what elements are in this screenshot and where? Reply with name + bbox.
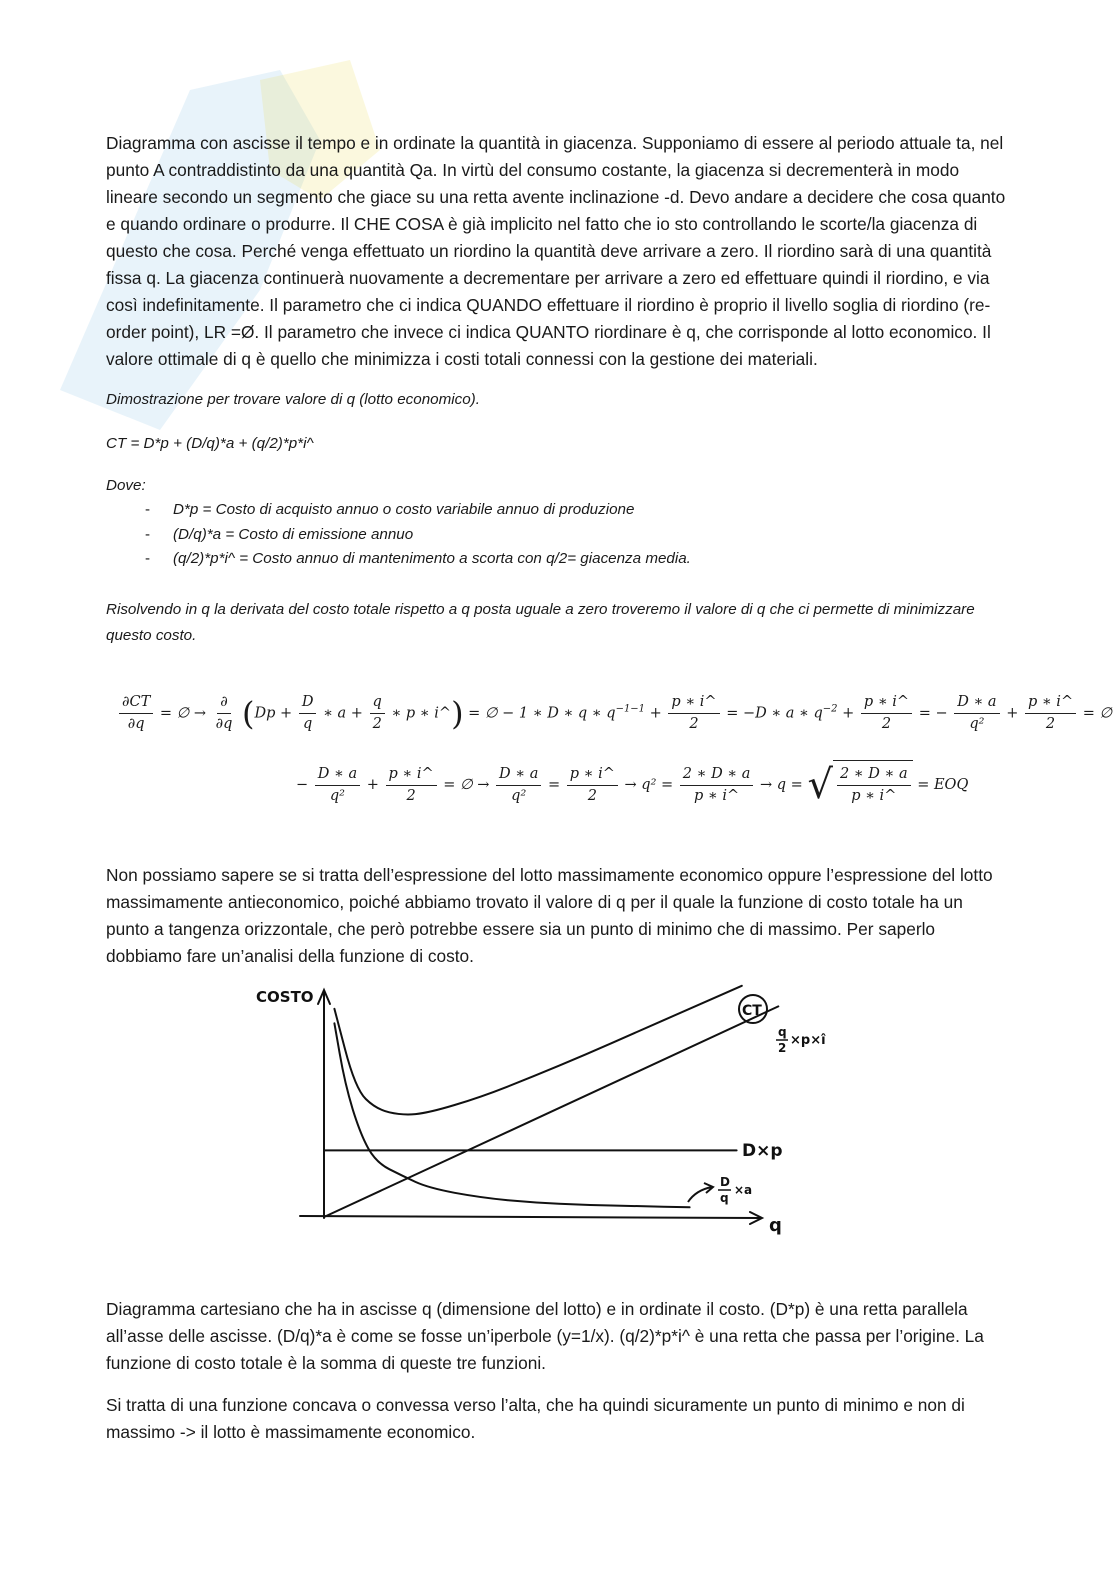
fraction: $\frac{D ∗ a}{\text{q²}}$: [496, 766, 541, 805]
hyperbola-curve: [334, 1023, 689, 1207]
dove-label: Dove:: [106, 477, 146, 494]
qline-label-den: 2: [778, 1041, 787, 1055]
fraction: $\frac{2 ∗ D ∗ a}{p ∗ i\^{}}$: [837, 766, 911, 805]
list-item: - D*p = Costo di acquisto annuo o costo variabile annuo di produzione: [173, 498, 1006, 523]
demo-title: Dimostrazione per trovare valore di q (lotto economico).: [106, 391, 480, 408]
fraction: $\frac{\partial}{\partial q}$: [215, 694, 233, 732]
fraction: $\frac{p ∗ i\^{}}{2}$: [386, 766, 437, 805]
page-text-bottom: [106, 1296, 1006, 1446]
fraction: $\frac{p ∗ i\^{}}{2}$: [861, 694, 912, 733]
paragraph-risolvendo: Risolvendo in q la derivata del costo totale rispetto a q posta uguale a zero troveremo il valore di q che ci permette di minimizzare questo costo.: [106, 600, 975, 644]
ct-formula: CT = D*p + (D/q)*a + (q/2)*p*i^: [106, 435, 314, 452]
cost-chart-svg: [250, 980, 826, 1250]
hyperbola-label-arrow: [688, 1183, 713, 1202]
paragraph-diagramma: Diagramma cartesiano che ha in ascisse q (dimensione del lotto) e in ordinate il costo. (D*p) è una retta parallela all’asse delle ascisse. (D/q)*a è come se fosse un’iperbole (y=1/x). (q/2)*p*i^ è una retta che passa per l’origine. La funzione di costo totale è la somma di queste tre funzioni.: [106, 1299, 984, 1373]
x-axis-label: q: [769, 1215, 782, 1236]
fraction: $\frac{\partial CT}{\partial q}$: [119, 694, 153, 733]
fraction: $\frac{p ∗ i\^{}}{2}$: [668, 694, 719, 733]
qline-label-num: q: [778, 1025, 787, 1039]
qline-label-rest: ×p×î: [790, 1033, 826, 1048]
hyperbola-label-rest: ×a: [734, 1183, 753, 1197]
fraction: $\frac{D}{q}$: [299, 694, 317, 733]
square-root: √ $\frac{2 ∗ D ∗ a}{p ∗ i\^{}}$: [807, 760, 912, 810]
fraction: $\frac{q}{2}$: [370, 694, 385, 733]
ct-curve: [334, 986, 741, 1115]
cost-chart: [250, 980, 826, 1250]
y-axis-label: COSTO: [256, 988, 314, 1006]
fraction: $\frac{D ∗ a}{\text{q²}}$: [954, 694, 999, 733]
fraction: $\frac{p ∗ i\^{}}{2}$: [567, 766, 618, 805]
paragraph-intro: Diagramma con ascisse il tempo e in ordinate la quantità in giacenza. Supponiamo di essere al periodo attuale ta, nel punto A contraddistinto da una quantità Qa. In virtù del consumo costante, la giacenza si decrementerà in modo lineare secondo un segmento che giace su una retta avente inclinazione -d. Devo andare a decidere che cosa quanto e quando ordinare o produrre. Il CHE COSA è già implicito nel fatto che io sto controllando le scorte/la giacenza di questo che cosa. Perché venga effettuato un riordino la quantità deve arrivare a zero. Il riordino sarà di una quantità fissa q. La giacenza continuerà nuovamente a decrementare per arrivare a zero ed effettuare quindi il riordino, e via così indefinitamente. Il parametro che ci indica QUANDO effettuare il riordino è proprio il livello soglia di riordino (re-order point), LR =Ø. Il parametro che invece ci indica QUANTO riordinare è q, che corrisponde al lotto economico. Il valore ottimale di q è quello che minimizza i costi totali connessi con la gestione dei materiali.: [106, 133, 1006, 369]
ct-label: CT: [742, 1003, 762, 1019]
dove-list: [106, 498, 1006, 572]
paragraph-nonpossiamo: Non possiamo sapere se si tratta dell’espressione del lotto massimamente economico oppure l’espressione del lotto massimamente antieconomico, poiché abbiamo trovato il valore di q per il quale la funzione di costo totale ha un punto a tangenza orizzontale, che però potrebbe essere sia un punto di minimo che di massimo. Per saperlo dobbiamo fare un’analisi della funzione di costo.: [106, 865, 993, 966]
dxp-label: D×p: [742, 1141, 783, 1161]
fraction: $\frac{2 ∗ D ∗ a}{p ∗ i\^{}}$: [680, 766, 754, 805]
fraction: $\frac{p ∗ i\^{}}{2}$: [1025, 694, 1076, 733]
page-text-top: [106, 130, 1006, 649]
page-text-middle: [106, 862, 1006, 970]
list-item: - (D/q)*a = Costo di emissione annuo: [173, 523, 1006, 548]
paragraph-conclusione: Si tratta di una funzione concava o convessa verso l’alta, che ha quindi sicuramente un punto di minimo e non di massimo -> il lotto è massimamente economico.: [106, 1395, 965, 1442]
hyperbola-label-num: D: [720, 1175, 730, 1189]
hyperbola-label-den: q: [720, 1191, 729, 1205]
fraction: $\frac{D ∗ a}{\text{q²}}$: [315, 766, 360, 805]
equation-eoq: − $\frac{D ∗ a}{\text{q²}}$ + $\frac{p ∗ i\^{}}{2}$ = ∅ → $\frac{D ∗ a}{\text{q²}}$ = $\frac{p ∗ i\^{}}{2}$ → q² = $\frac{2 ∗ D ∗ a}{p ∗ i\^{}}$ → q = √ $\frac{2 ∗ D ∗ a}{p ∗ i\^{}}$ = EOQ: [296, 762, 969, 808]
x-axis: [300, 1216, 760, 1218]
equation-derivative: $\frac{\partial CT}{\partial q}$ = ∅ → $\frac{\partial}{\partial q}$ (Dp + $\frac{D}{q}$ ∗ a + $\frac{q}{2}$ ∗ p ∗ i^) = ∅ − 1 ∗ D ∗ q ∗ $q^{-1-1}$ + $\frac{p ∗ i\^{}}{2}$ = −D ∗ a ∗ $q^{-2}$ + $\frac{p ∗ i\^{}}{2}$ = − $\frac{D ∗ a}{\text{q²}}$ + $\frac{p ∗ i\^{}}{2}$ = ∅: [117, 694, 1007, 733]
list-item: - (q/2)*p*i^ = Costo annuo di mantenimento a scorta con q/2= giacenza media.: [173, 547, 1006, 572]
